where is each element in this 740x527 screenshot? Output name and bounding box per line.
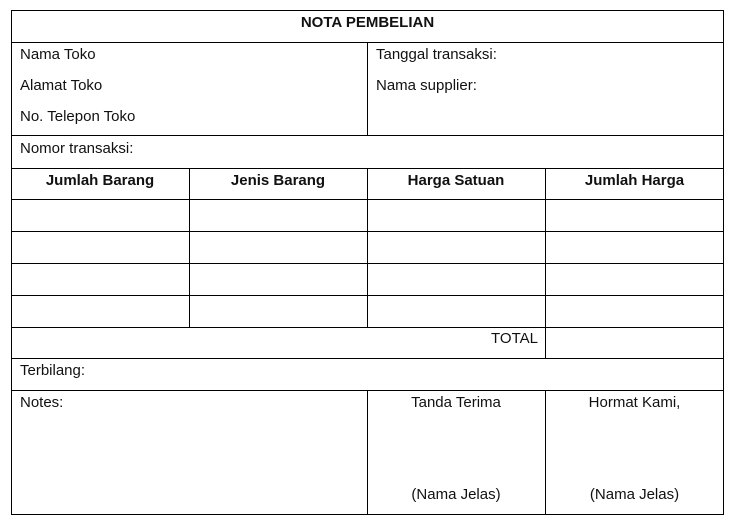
form-title: NOTA PEMBELIAN <box>300 14 435 31</box>
column-header-quantity: Jumlah Barang <box>45 172 155 189</box>
store-name-label: Nama Toko <box>20 46 96 63</box>
divider <box>11 135 724 136</box>
supplier-name-label: Nama supplier: <box>376 77 477 94</box>
column-header-item-type: Jenis Barang <box>230 172 326 189</box>
total-label: TOTAL <box>491 330 538 347</box>
divider <box>11 358 724 359</box>
divider <box>367 42 368 135</box>
table-row <box>11 232 724 263</box>
column-header-total-price: Jumlah Harga <box>584 172 685 189</box>
receiver-signature-title: Tanda Terima <box>411 394 501 411</box>
column-header-unit-price: Harga Satuan <box>407 172 505 189</box>
notes-label: Notes: <box>20 394 64 411</box>
transaction-number-label: Nomor transaksi: <box>20 140 134 157</box>
receiver-signature-name: (Nama Jelas) <box>411 486 501 503</box>
table-row <box>11 200 724 231</box>
store-phone-label: No. Telepon Toko <box>20 108 136 125</box>
store-address-label: Alamat Toko <box>20 77 103 94</box>
sender-signature-title: Hormat Kami, <box>588 394 681 411</box>
table-row <box>11 296 724 327</box>
table-row <box>11 264 724 295</box>
sender-signature-name: (Nama Jelas) <box>589 486 680 503</box>
transaction-date-label: Tanggal transaksi: <box>376 46 497 63</box>
total-value-cell <box>546 328 724 358</box>
amount-in-words-label: Terbilang: <box>20 362 86 379</box>
